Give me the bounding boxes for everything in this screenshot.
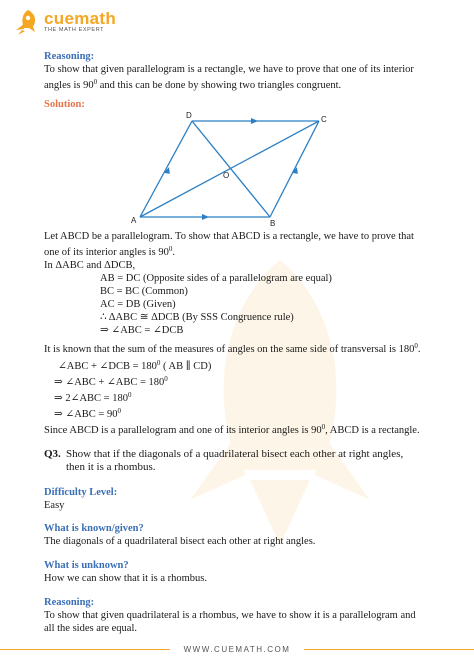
question-number: Q3. (44, 448, 61, 460)
reasoning-2-heading: Reasoning: (44, 597, 95, 608)
proof-step-1: AB = DC (Opposite sides of a parallelogram are equal) (100, 273, 332, 284)
known-heading: What is known/given? (44, 523, 144, 534)
question-line-2: then it is a rhombus. (66, 461, 156, 473)
known-section (44, 522, 444, 548)
proof-step-3: AC = DB (Given) (100, 299, 176, 310)
equation-3: ⇒ 2∠ABC = $180^0$ (54, 391, 132, 404)
question-line-1: Show that if the diagonals of a quadrilateral bisect each other at right angles, (66, 448, 404, 460)
difficulty-section (44, 486, 444, 512)
reasoning-line-1: To show that given parallelogram is a rectangle, we have to prove that one of its interior (44, 64, 414, 75)
reasoning-line-2: angles is $90^0$ and this can be done by showing two triangles congruent. (44, 78, 342, 91)
transversal-line-1: It is known that the sum of the measures of angles on the same side of transversal is $180^0$. (44, 342, 421, 355)
proof-line-2: one of its interior angles is $90^0$. (44, 245, 175, 258)
diagonal-bd (192, 121, 270, 217)
unknown-section (44, 559, 444, 585)
side-bc (270, 121, 319, 217)
brand-name: cuemath (44, 9, 117, 29)
proof-line-3: In ΔABC and ΔDCB, (44, 260, 136, 271)
unknown-heading: What is unknown? (44, 560, 129, 571)
difficulty-value: Easy (44, 500, 65, 511)
proof-step-2: BC = BC (Common) (100, 286, 188, 297)
solution-heading: Solution: (44, 99, 85, 110)
label-a: A (131, 216, 137, 225)
parallelogram-figure (128, 110, 334, 228)
footer-url: WWW.CUEMATH.COM (183, 645, 291, 654)
arrow-ab-icon (202, 214, 209, 220)
proof-step-5: ⇒ ∠ABC = ∠DCB (100, 325, 184, 336)
known-value: The diagonals of a quadrilateral bisect each other at right angles. (44, 536, 316, 547)
brand-tagline: THE MATH EXPERT (44, 27, 105, 34)
difficulty-heading: Difficulty Level: (44, 487, 118, 498)
rocket-logo-icon (10, 8, 40, 36)
proof-section (44, 230, 444, 337)
label-b: B (270, 219, 276, 228)
unknown-value: How we can show that it is a rhombus. (44, 573, 208, 584)
diagonal-ac (140, 121, 319, 217)
reasoning-heading: Reasoning: (44, 51, 95, 62)
label-o: O (223, 171, 230, 180)
cuemath-logo (10, 8, 116, 36)
equation-2: ⇒ ∠ABC + ∠ABC = $180^0$ (54, 375, 168, 388)
equation-1: ∠ABC + ∠DCB = $180^0$ ( AB ∥ CD) (58, 359, 212, 372)
reasoning-2-line-1: To show that given quadrilateral is a rhombus, we have to show it is a parallelogram and (44, 610, 416, 621)
transversal-section (44, 340, 444, 437)
equation-4: ⇒ ∠ABC = $90^0$ (54, 407, 121, 420)
reasoning-section (44, 50, 444, 92)
conclusion-line: Since ABCD is a parallelogram and one of its interior angles is $90^0$, ABCD is a rectangle. (44, 423, 420, 436)
label-d: D (186, 111, 192, 120)
reasoning-2-section (44, 596, 444, 635)
proof-line-1: Let ABCD be a parallelogram. To show that ABCD is a rectangle, we have to prove that (44, 231, 414, 242)
question-3 (44, 448, 434, 474)
proof-step-4: ∴ ΔABC ≅ ΔDCB (By SSS Congruence rule) (100, 312, 294, 323)
arrow-dc-icon (251, 118, 258, 124)
reasoning-2-line-2: all the sides are equal. (44, 623, 138, 634)
label-c: C (321, 115, 327, 124)
